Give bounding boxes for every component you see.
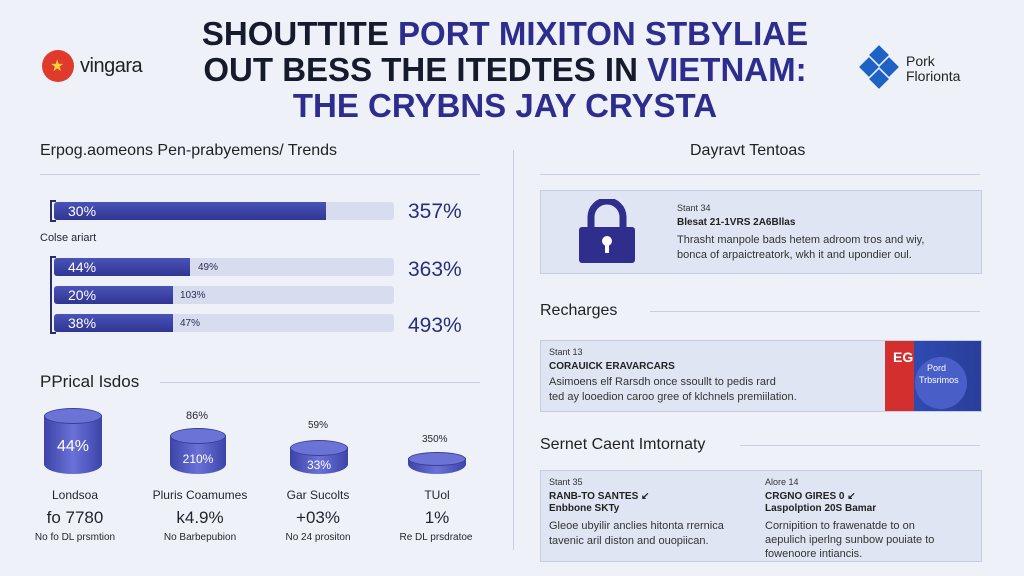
bar-fill-3: 20% xyxy=(54,286,173,304)
cylinder-2-sub: No Barbepubion xyxy=(163,532,237,543)
cylinder-4-sub: Re DL prsdratoe xyxy=(399,532,473,543)
pricing-heading: PPrical Isdos xyxy=(40,372,140,391)
bar-caption: Colse ariart xyxy=(40,232,97,244)
bar-fill-2: 44% xyxy=(54,258,190,276)
title-line3: THE CRYBNS JAY CRYSTA xyxy=(292,87,718,124)
sernet-col2-title-2: Laspolption 20S Bamar xyxy=(765,503,877,514)
recharges-heading: Recharges xyxy=(540,302,618,319)
logo-right-line2: Florionta xyxy=(906,68,961,84)
bar-fill-4: 38% xyxy=(54,314,173,332)
card1-body-1: Thrasht manpole bads hetem adroom tros and wiy, xyxy=(677,234,925,246)
card1-tag: Stant 34 xyxy=(677,203,711,213)
security-card xyxy=(540,190,982,274)
sernet-col2-body-1: Cornipition to frawenatde to on xyxy=(765,520,915,532)
cylinder-4-caption: TUol xyxy=(424,488,450,502)
cylinder-1-value: fo 7780 xyxy=(46,508,104,527)
right-heading: Dayravt Tentoas xyxy=(690,142,806,159)
recharges-tag: Stant 13 xyxy=(549,347,583,357)
cylinder-1 xyxy=(44,408,102,474)
bar-track-1 xyxy=(54,202,394,220)
recharges-image-text-3: Trbsrimos xyxy=(919,375,959,385)
cylinder-2 xyxy=(170,428,226,474)
bar-2-inner: 49% xyxy=(198,262,219,273)
page-title xyxy=(180,16,830,124)
cylinder-1-caption: Londsoa xyxy=(51,488,99,502)
cylinder-2-top-value: 86% xyxy=(186,410,209,422)
lock-icon xyxy=(571,199,643,265)
divider xyxy=(160,382,480,383)
star-logo-icon xyxy=(42,50,74,82)
divider xyxy=(740,445,980,446)
logo-left-text: vingara xyxy=(80,54,143,77)
sernet-col1-title-2: Enbbone SKTy xyxy=(549,503,620,514)
recharges-image-text-2: Pord xyxy=(927,363,947,373)
cylinder-2-value: k4.9% xyxy=(176,508,224,527)
bar-track-3 xyxy=(54,286,394,304)
bar-3-inner: 103% xyxy=(180,290,206,301)
cylinder-4-value: 1% xyxy=(424,508,450,527)
bar-4-value: 493% xyxy=(408,314,462,337)
divider xyxy=(40,174,480,175)
sernet-col1-title-1: RANB-TO SANTES ↙ xyxy=(549,491,650,502)
cylinder-4 xyxy=(408,452,466,474)
divider xyxy=(650,311,980,312)
cylinder-4-top-value: 350% xyxy=(422,434,448,445)
title-line1-a: SHOUTTITE xyxy=(201,15,399,52)
sernet-heading: Sernet Caent Imtornaty xyxy=(540,436,706,453)
recharges-title: CORAUICK ERAVARCARS xyxy=(549,361,675,372)
sernet-col1-body-2: tavenic aril diston and ouopiican. xyxy=(549,535,709,547)
sernet-col2-title-1: CRGNO GIRES 0 ↙ xyxy=(765,491,856,502)
card1-body-2: bonca of arpaictreatork, wkh it and upondier oul. xyxy=(677,249,912,261)
bar-2-value: 363% xyxy=(408,258,462,281)
sernet-col2-body-2: aepulich iperlng sunbow pouiate to xyxy=(765,534,935,546)
cylinder-3-label: 33% xyxy=(306,458,332,472)
diamond-logo-icon xyxy=(858,48,900,90)
bar-fill-1: 30% xyxy=(54,202,326,220)
vertical-divider xyxy=(513,150,514,550)
cylinder-3-value: +03% xyxy=(296,508,340,527)
cylinder-1-label: 44% xyxy=(56,438,90,455)
recharges-body-1: Asimoens elf Rarsdh once ssoullt to pedis rard xyxy=(549,376,776,388)
cylinder-3 xyxy=(290,440,348,474)
vingara-logo xyxy=(42,50,142,82)
recharges-card xyxy=(540,340,982,412)
sernet-card xyxy=(540,470,982,562)
sernet-col2-tag: Alore 14 xyxy=(765,477,799,487)
trends-heading: Erpog.aomeons Pen-prabyemens/ Trends xyxy=(40,142,338,159)
title-line2-b: VIETNAM: xyxy=(647,51,807,88)
divider xyxy=(540,174,980,175)
recharges-image-text-1: EG xyxy=(893,349,914,365)
bar-1-value: 357% xyxy=(408,200,462,223)
cylinder-3-caption: Gar Sucolts xyxy=(286,488,350,502)
cylinder-3-top-value: 59% xyxy=(308,420,329,431)
sernet-col1-tag: Stant 35 xyxy=(549,477,583,487)
title-line1-b: PORT MIXITON STBYLIAE xyxy=(398,15,809,52)
cylinder-2-label: 210% xyxy=(182,452,214,466)
bar-4-inner: 47% xyxy=(180,318,201,329)
cylinder-2-caption: Pluris Coamumes xyxy=(152,488,248,502)
sernet-col2-body-3: fowenoore intiancis. xyxy=(765,548,863,560)
sernet-col1-body-1: Gleoe ubyilir anclies hitonta rrernica xyxy=(549,520,724,532)
bar-track-2 xyxy=(54,258,394,276)
cylinder-3-sub: No 24 prositon xyxy=(285,532,351,543)
card1-title: Blesat 21-1VRS 2A6Bllas xyxy=(677,217,796,228)
title-line2-a: OUT BESS THE ITEDTES IN xyxy=(203,51,648,88)
pork-florionta-logo xyxy=(858,48,960,90)
bar-track-4 xyxy=(54,314,394,332)
recharges-image xyxy=(885,341,981,411)
cylinder-1-sub: No fo DL prsmtion xyxy=(34,532,116,543)
recharges-body-2: ted ay looedion caroo gree of klchnels premiilation. xyxy=(549,391,797,403)
logo-right-line1: Pork xyxy=(906,53,935,69)
